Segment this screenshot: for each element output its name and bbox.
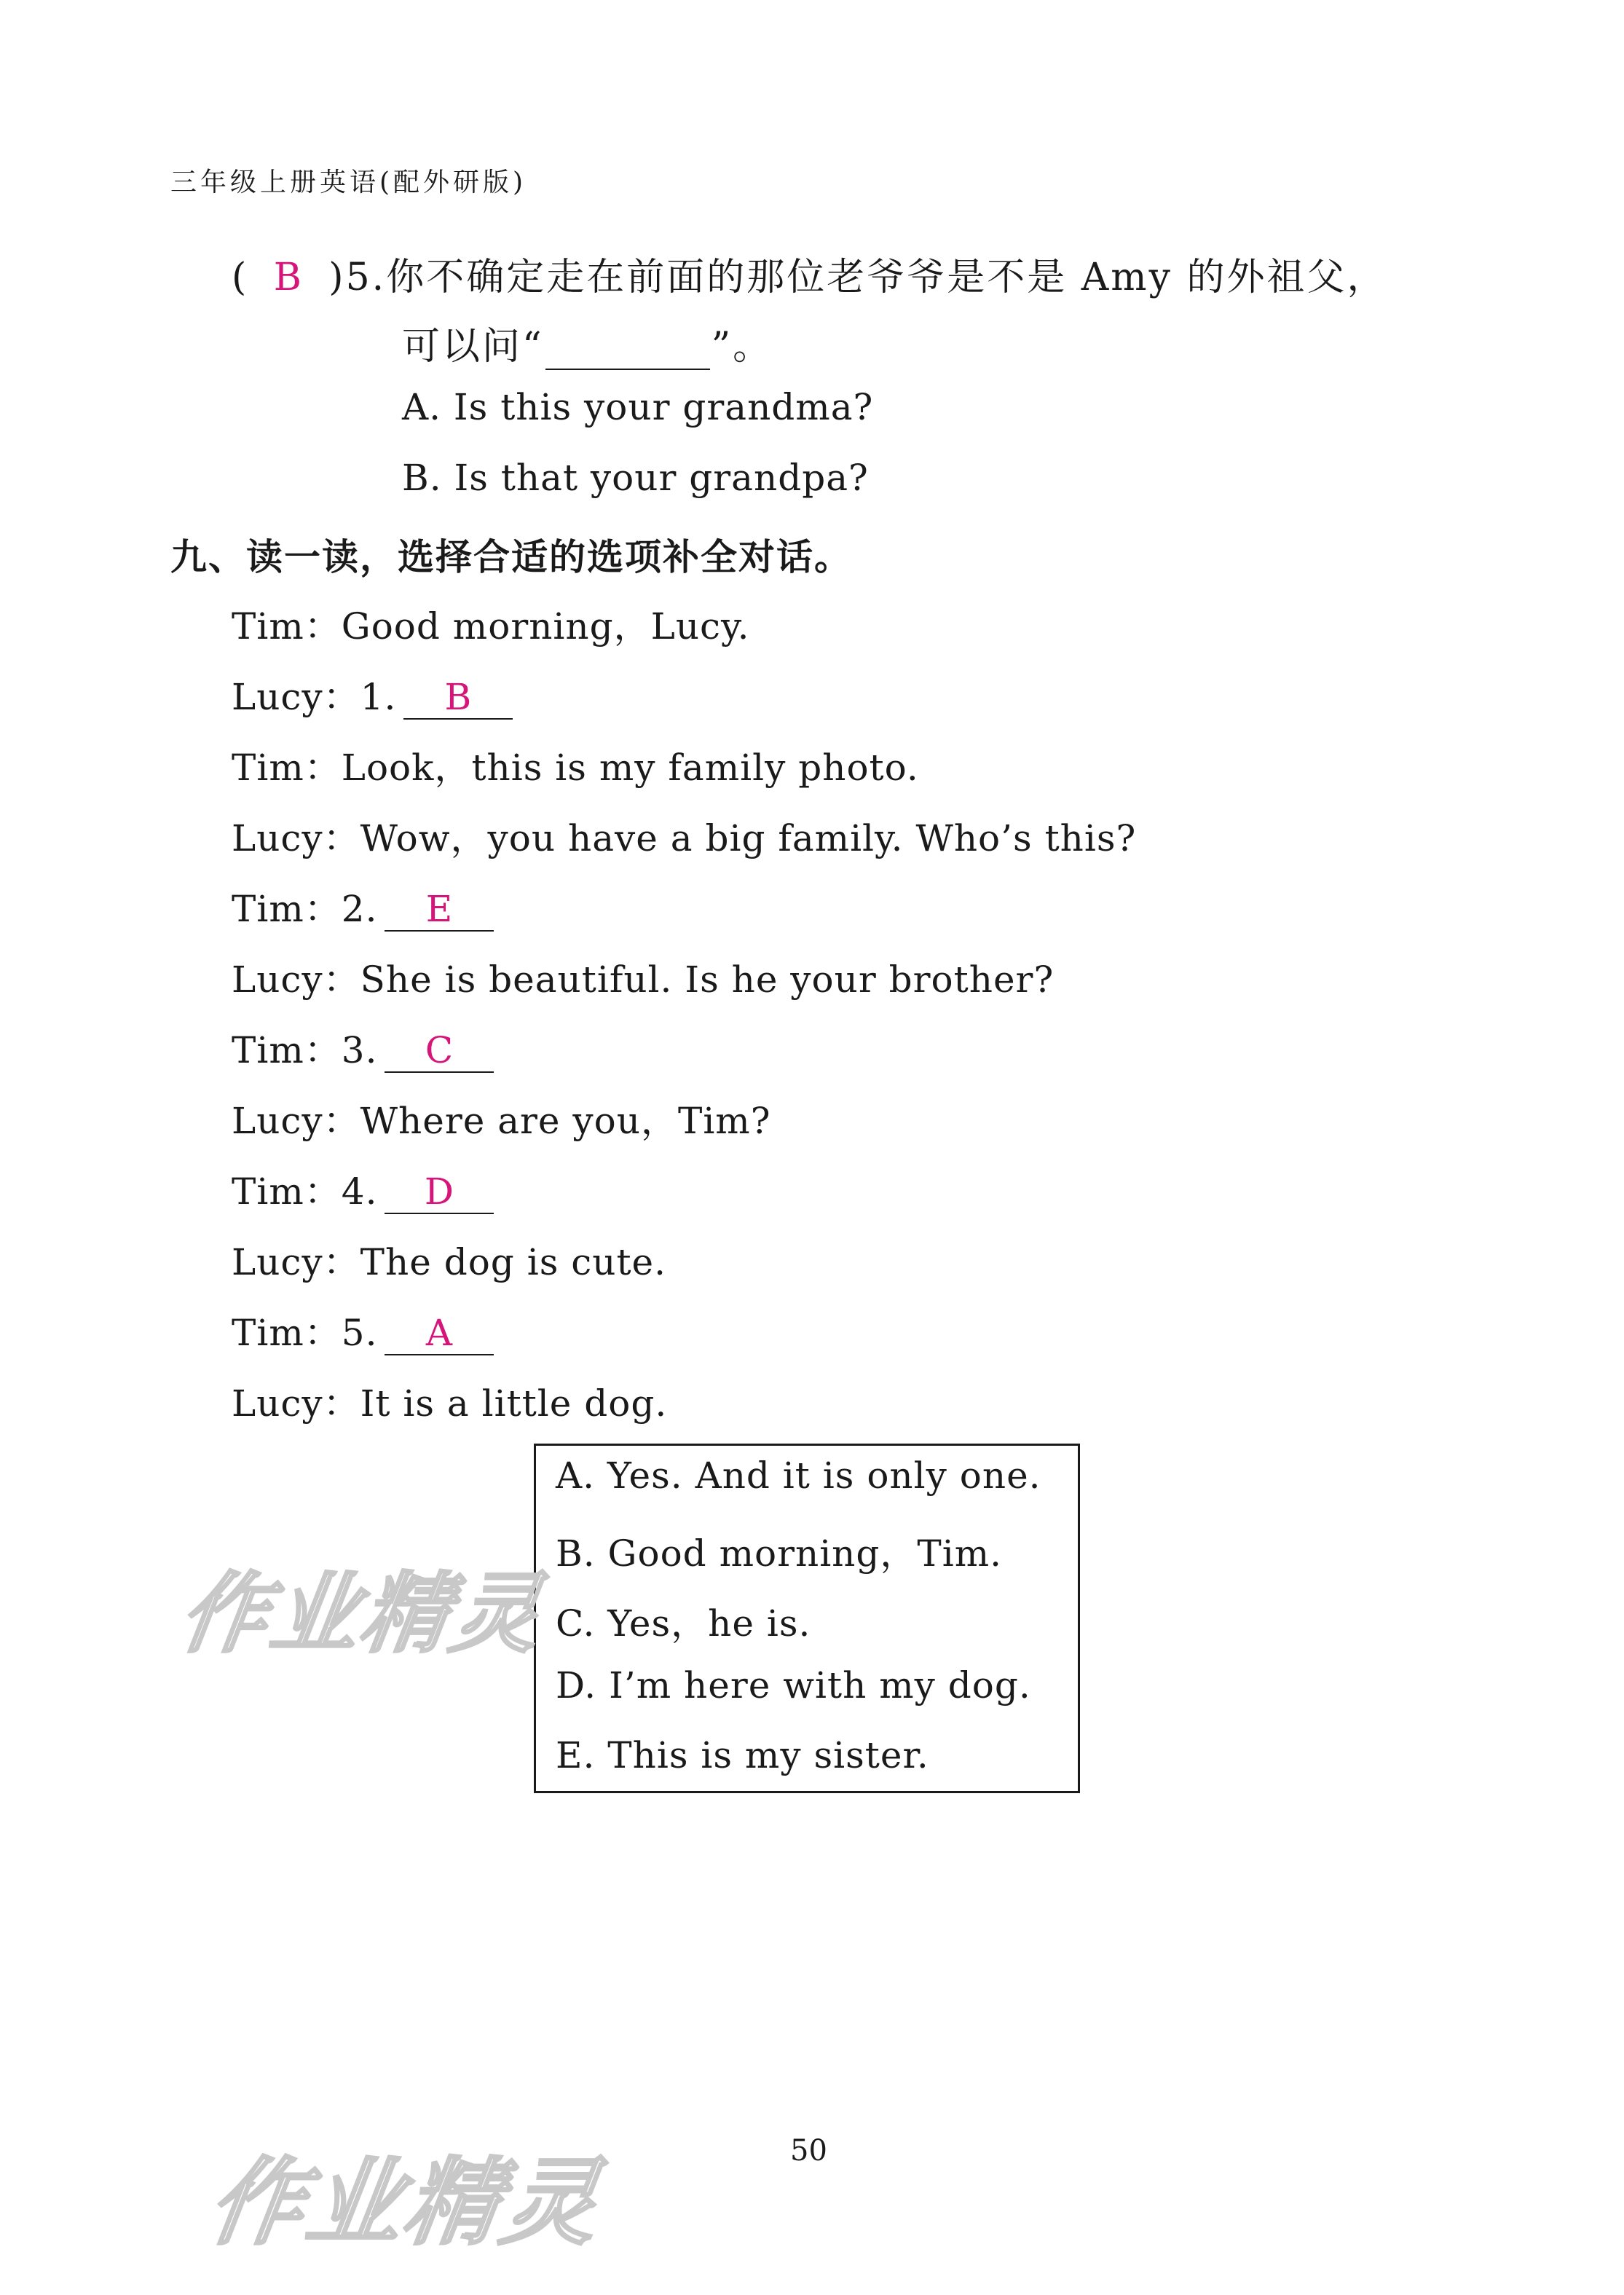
dialogue-answer: C	[385, 1029, 494, 1073]
option-item: D. I’m here with my dog.	[556, 1664, 1031, 1707]
option-item: B. Good morning，Tim.	[556, 1532, 1003, 1575]
dialogue-answer: A	[385, 1312, 494, 1355]
dialogue-prefix: Lucy：1.	[232, 676, 397, 718]
question-5-line2	[402, 315, 773, 370]
question-5-text2-post: ”。	[711, 325, 773, 369]
open-paren: (	[232, 256, 249, 299]
question-5-answer: B	[273, 256, 304, 299]
options-box	[534, 1444, 1080, 1793]
dialogue-answer: B	[403, 676, 513, 720]
question-5-text: 你不确定走在前面的那位老爷爷是不是 Amy 的外祖父，	[386, 256, 1387, 299]
option-item: E. This is my sister.	[556, 1734, 929, 1776]
dialogue-line: Tim：Good morning，Lucy.	[232, 605, 750, 647]
question-5-option-b: B. Is that your grandpa?	[402, 457, 869, 499]
dialogue-prefix: Tim：4.	[232, 1170, 378, 1213]
dialogue-answer: E	[385, 888, 494, 932]
page-number: 50	[790, 2134, 827, 2168]
dialogue-line: Lucy：She is beautiful. Is he your brother?	[232, 958, 1055, 1001]
dialogue-prefix: Tim：2.	[232, 888, 378, 930]
dialogue-line-blank	[232, 668, 513, 720]
dialogue-line-blank	[232, 1021, 494, 1074]
section-9-title: 九、读一读，选择合适的选项补全对话。	[170, 536, 852, 578]
page-header: 三年级上册英语(配外研版)	[170, 168, 527, 197]
dialogue-line-blank	[232, 1162, 494, 1215]
option-item: C. Yes，he is.	[556, 1602, 811, 1645]
dialogue-line-blank	[232, 1304, 494, 1356]
dialogue-line: Lucy：Wow，you have a big family. Who’s this?	[232, 817, 1137, 859]
question-5-line1	[232, 246, 1387, 301]
dialogue-line: Lucy：Where are you，Tim?	[232, 1100, 771, 1142]
answer-blank	[545, 334, 710, 370]
dialogue-prefix: Tim：5.	[232, 1312, 378, 1354]
option-item: A. Yes. And it is only one.	[556, 1454, 1041, 1497]
dialogue-line-blank	[232, 880, 494, 932]
dialogue-line: Lucy：It is a little dog.	[232, 1382, 668, 1425]
question-5-text2-pre: 可以问“	[402, 325, 544, 369]
dialogue-prefix: Tim：3.	[232, 1029, 378, 1071]
dialogue-line: Lucy：The dog is cute.	[232, 1241, 667, 1283]
question-5-number: )5.	[328, 256, 387, 299]
dialogue-answer: D	[385, 1170, 494, 1214]
dialogue-line: Tim：Look，this is my family photo.	[232, 747, 919, 789]
question-5-option-a: A. Is this your grandma?	[402, 386, 874, 428]
watermark: 作业精灵	[173, 1564, 550, 1665]
watermark: 作业精灵	[202, 2147, 609, 2258]
